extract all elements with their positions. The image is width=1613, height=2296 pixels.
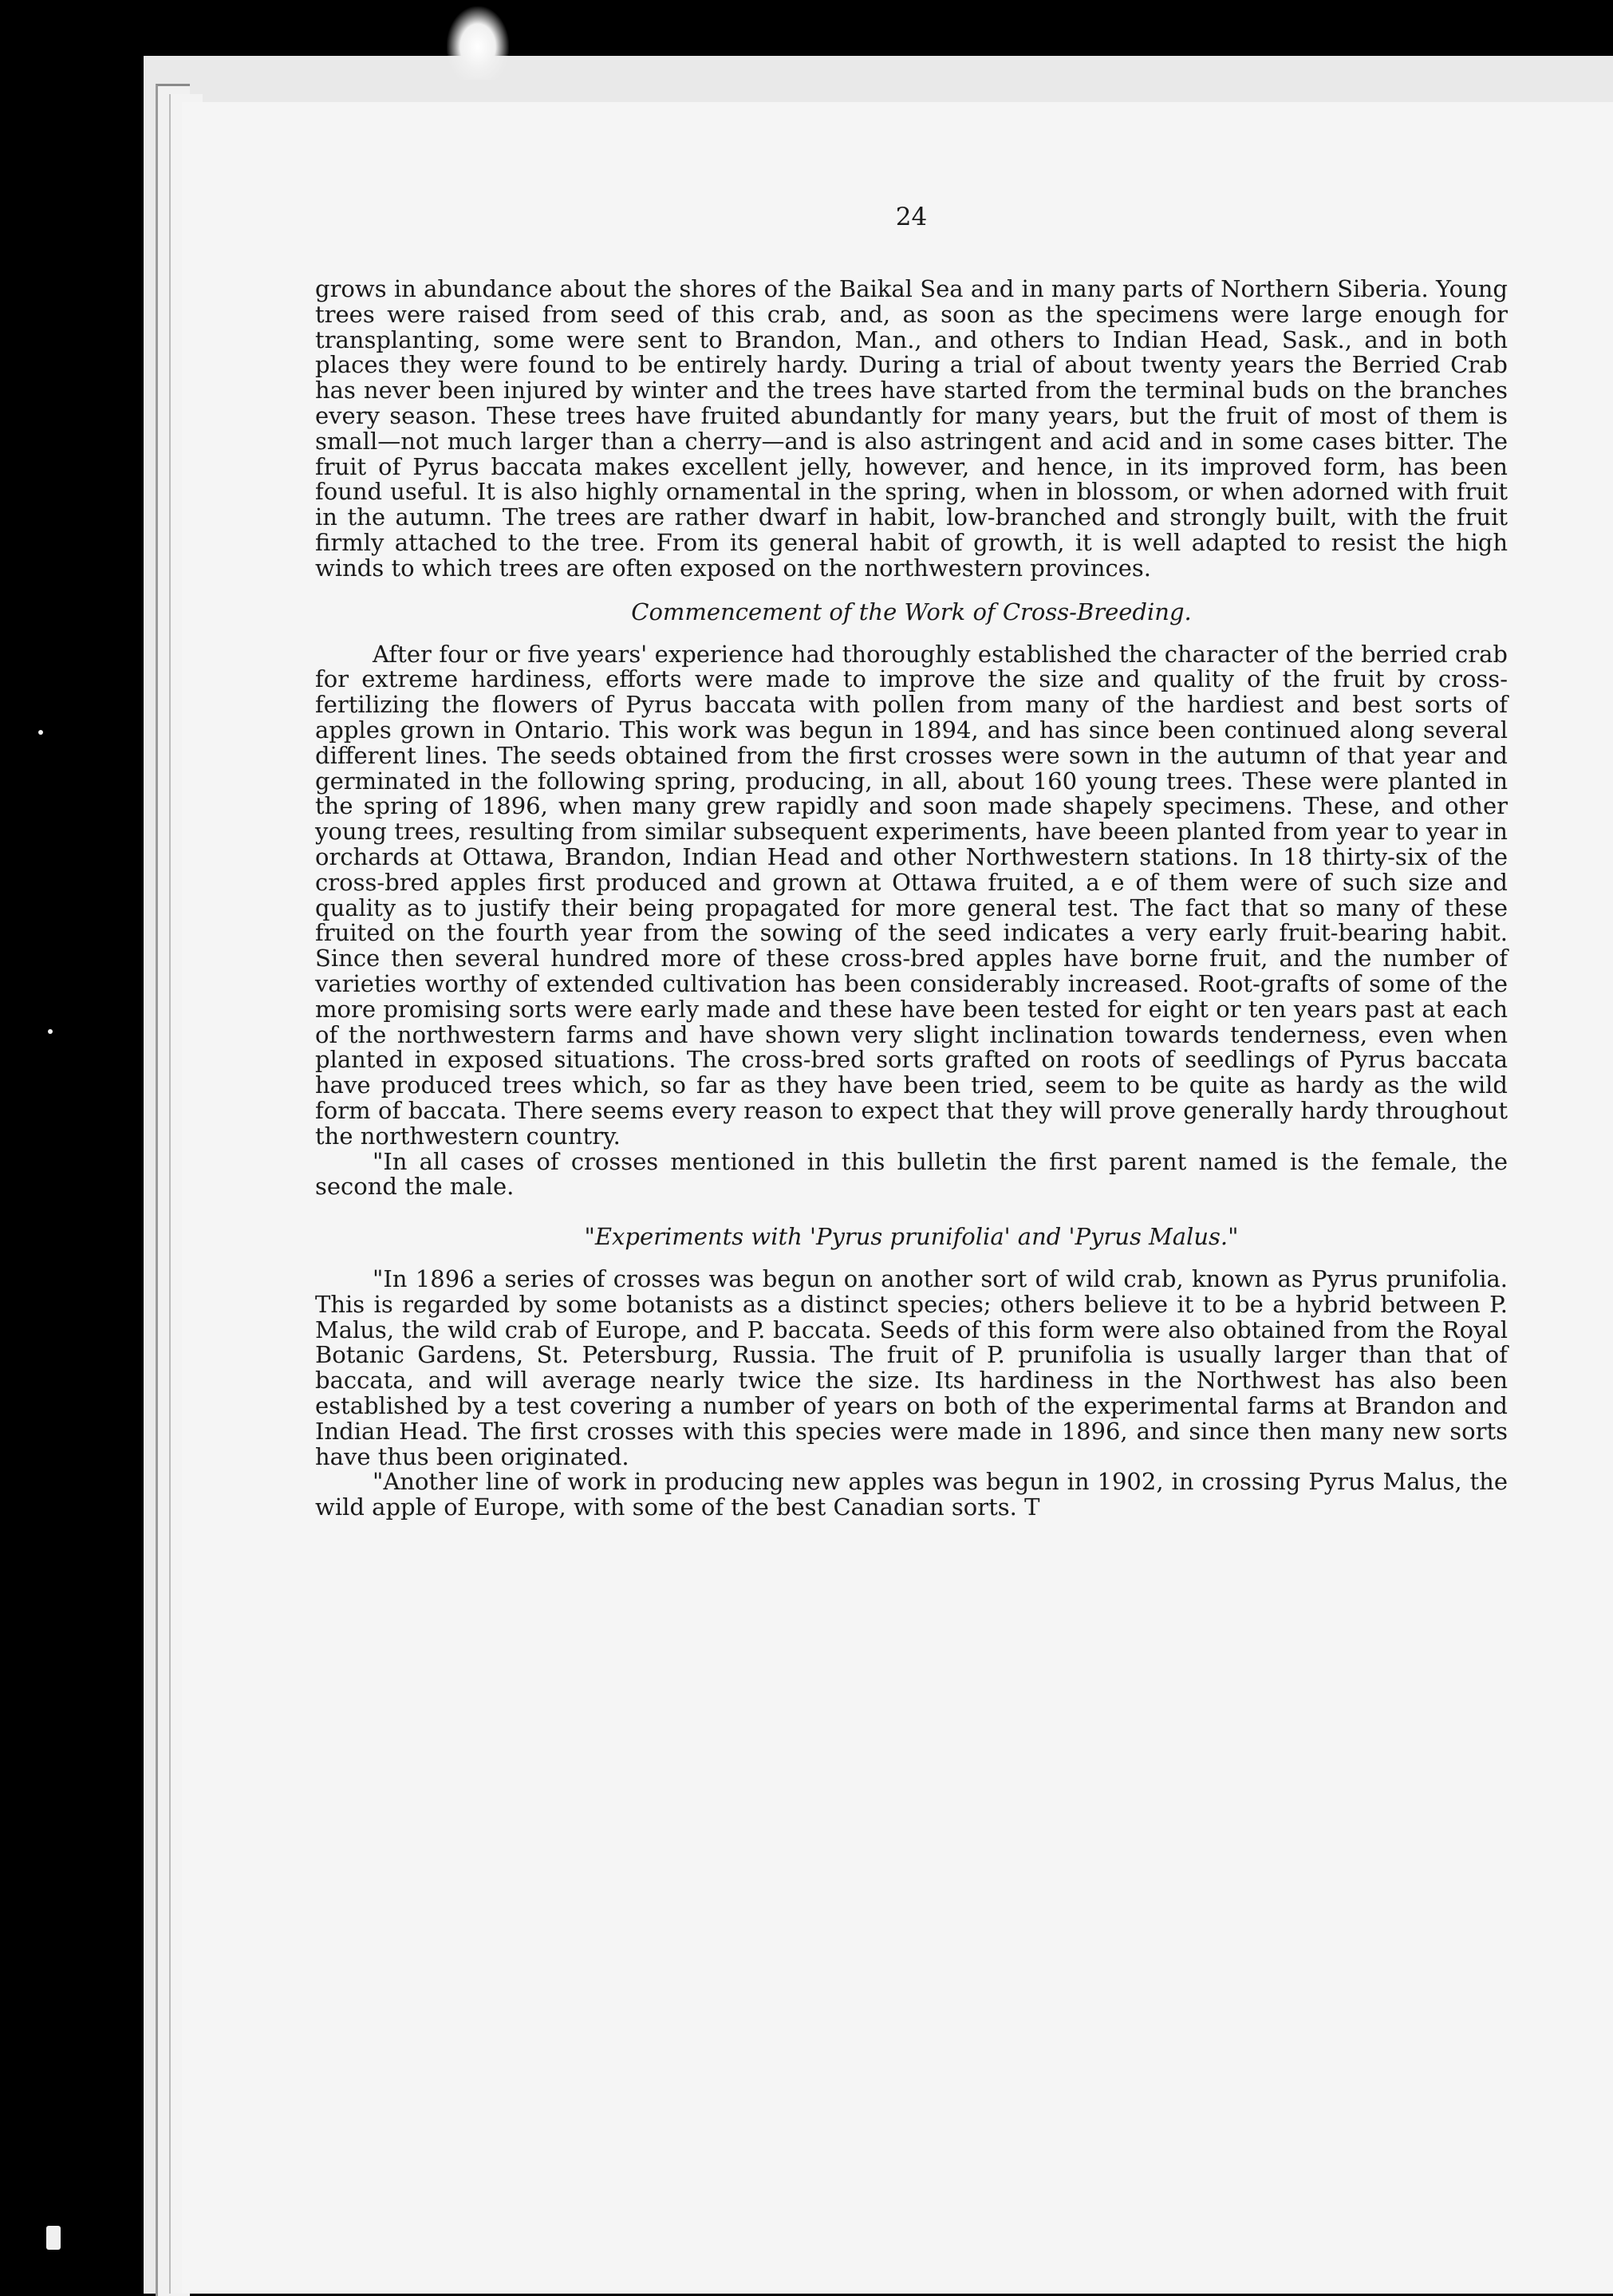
scan-artifact — [38, 730, 43, 735]
scan-artifact — [48, 1029, 53, 1034]
scan-artifact — [46, 2226, 61, 2250]
section-heading: Commencement of the Work of Cross-Breeding. — [631, 598, 1192, 625]
page-text — [315, 203, 1508, 1521]
paragraph: grows in abundance about the shores of the Baikal Sea and in many parts of Northern Siberia. Young trees were raised from seed of this crab, and, as soon as the specimens were large enough for transplanting, some were sent to Brandon, Man., and others to Indian Head, Sask., and in both places they were found to be entirely hardy. During a trial of about twenty years the Berried Crab has never been injured by winter and the trees have started from the terminal buds on the branches every season. These trees have fruited abundantly for many years, but the fruit of most of them is small—not much larger than a cherry—and is also astringent and acid and in some cases bitter. The fruit of Pyrus baccata makes excellent jelly, however, and hence, in its improved form, has been found useful. It is also highly ornamental in the spring, when in blossom, or when adorned with fruit in the autumn. The trees are rather dwarf in habit, low-branched and strongly built, with the fruit firmly attached to the tree. From its general habit of growth, it is well adapted to resist the high winds to which trees are often exposed on the northwestern provinces. — [315, 275, 1508, 582]
paragraph: "In all cases of crosses mentioned in this bulletin the first parent named is the female, the second the male. — [315, 1147, 1508, 1201]
scan-artifact — [447, 6, 509, 80]
section-heading: "Experiments with 'Pyrus prunifolia' and 'Pyrus Malus." — [584, 1223, 1239, 1251]
paragraph: "Another line of work in producing new apples was begun in 1902, in crossing Pyrus Malus, the wild apple of Europe, with some of the best Canadian sorts. T — [315, 1468, 1508, 1521]
page-number: 24 — [895, 203, 928, 231]
paragraph: After four or five years' experience had thoroughly established the character of the berried crab for extreme hardiness, efforts were made to improve the size and quality of the fruit by cross-fertilizing the flowers of Pyrus baccata with pollen from many of the hardiest and best sorts of apples grown in Ontario. This work was begun in 1894, and has since been continued along several different lines. The seeds obtained from the first crosses were sown in the autumn of that year and germinated in the following spring, producing, in all, about 160 young trees. These were planted in the spring of 1896, when many grew rapidly and soon made shapely specimens. These, and other young trees, resulting from similar subsequent experiments, have beeen planted from year to year in orchards at Ottawa, Brandon, Indian Head and other Northwestern stations. In 18 thirty-six of the cross-bred apples first produced and grown at Ottawa fruited, a e of them were of such size and quality as to justify their being propagated for more general test. The fact that so many of these fruited on the fourth year from the sowing of the seed indicates a very early fruit-bearing habit. Since then several hundred more of these cross-bred apples have borne fruit, and the number of varieties worthy of extended cultivation has been considerably increased. Root-grafts of some of the more promising sorts were early made and these have been tested for eight or ten years past at each of the northwestern farms and have shown very slight inclination towards tenderness, even when planted in exposed situations. The cross-bred sorts grafted on roots of seedlings of Pyrus baccata have produced trees which, so far as they have been tried, seem to be quite as hardy as the wild form of baccata. There seems every reason to expect that they will prove generally hardy throughout the northwestern country. — [315, 640, 1508, 1150]
paragraph: "In 1896 a series of crosses was begun on another sort of wild crab, known as Pyrus prunifolia. This is regarded by some botanists as a distinct species; others believe it to be a hybrid between P. Malus, the wild crab of Europe, and P. baccata. Seeds of this form were also obtained from the Royal Botanic Gardens, St. Petersburg, Russia. The fruit of P. prunifolia is usually larger than that of baccata, and will average nearly twice the size. Its hardiness in the Northwest has also been established by a test covering a number of years on both of the experimental farms at Brandon and Indian Head. The first crosses with this species were made in 1896, and since then many new sorts have thus been originated. — [315, 1265, 1508, 1470]
